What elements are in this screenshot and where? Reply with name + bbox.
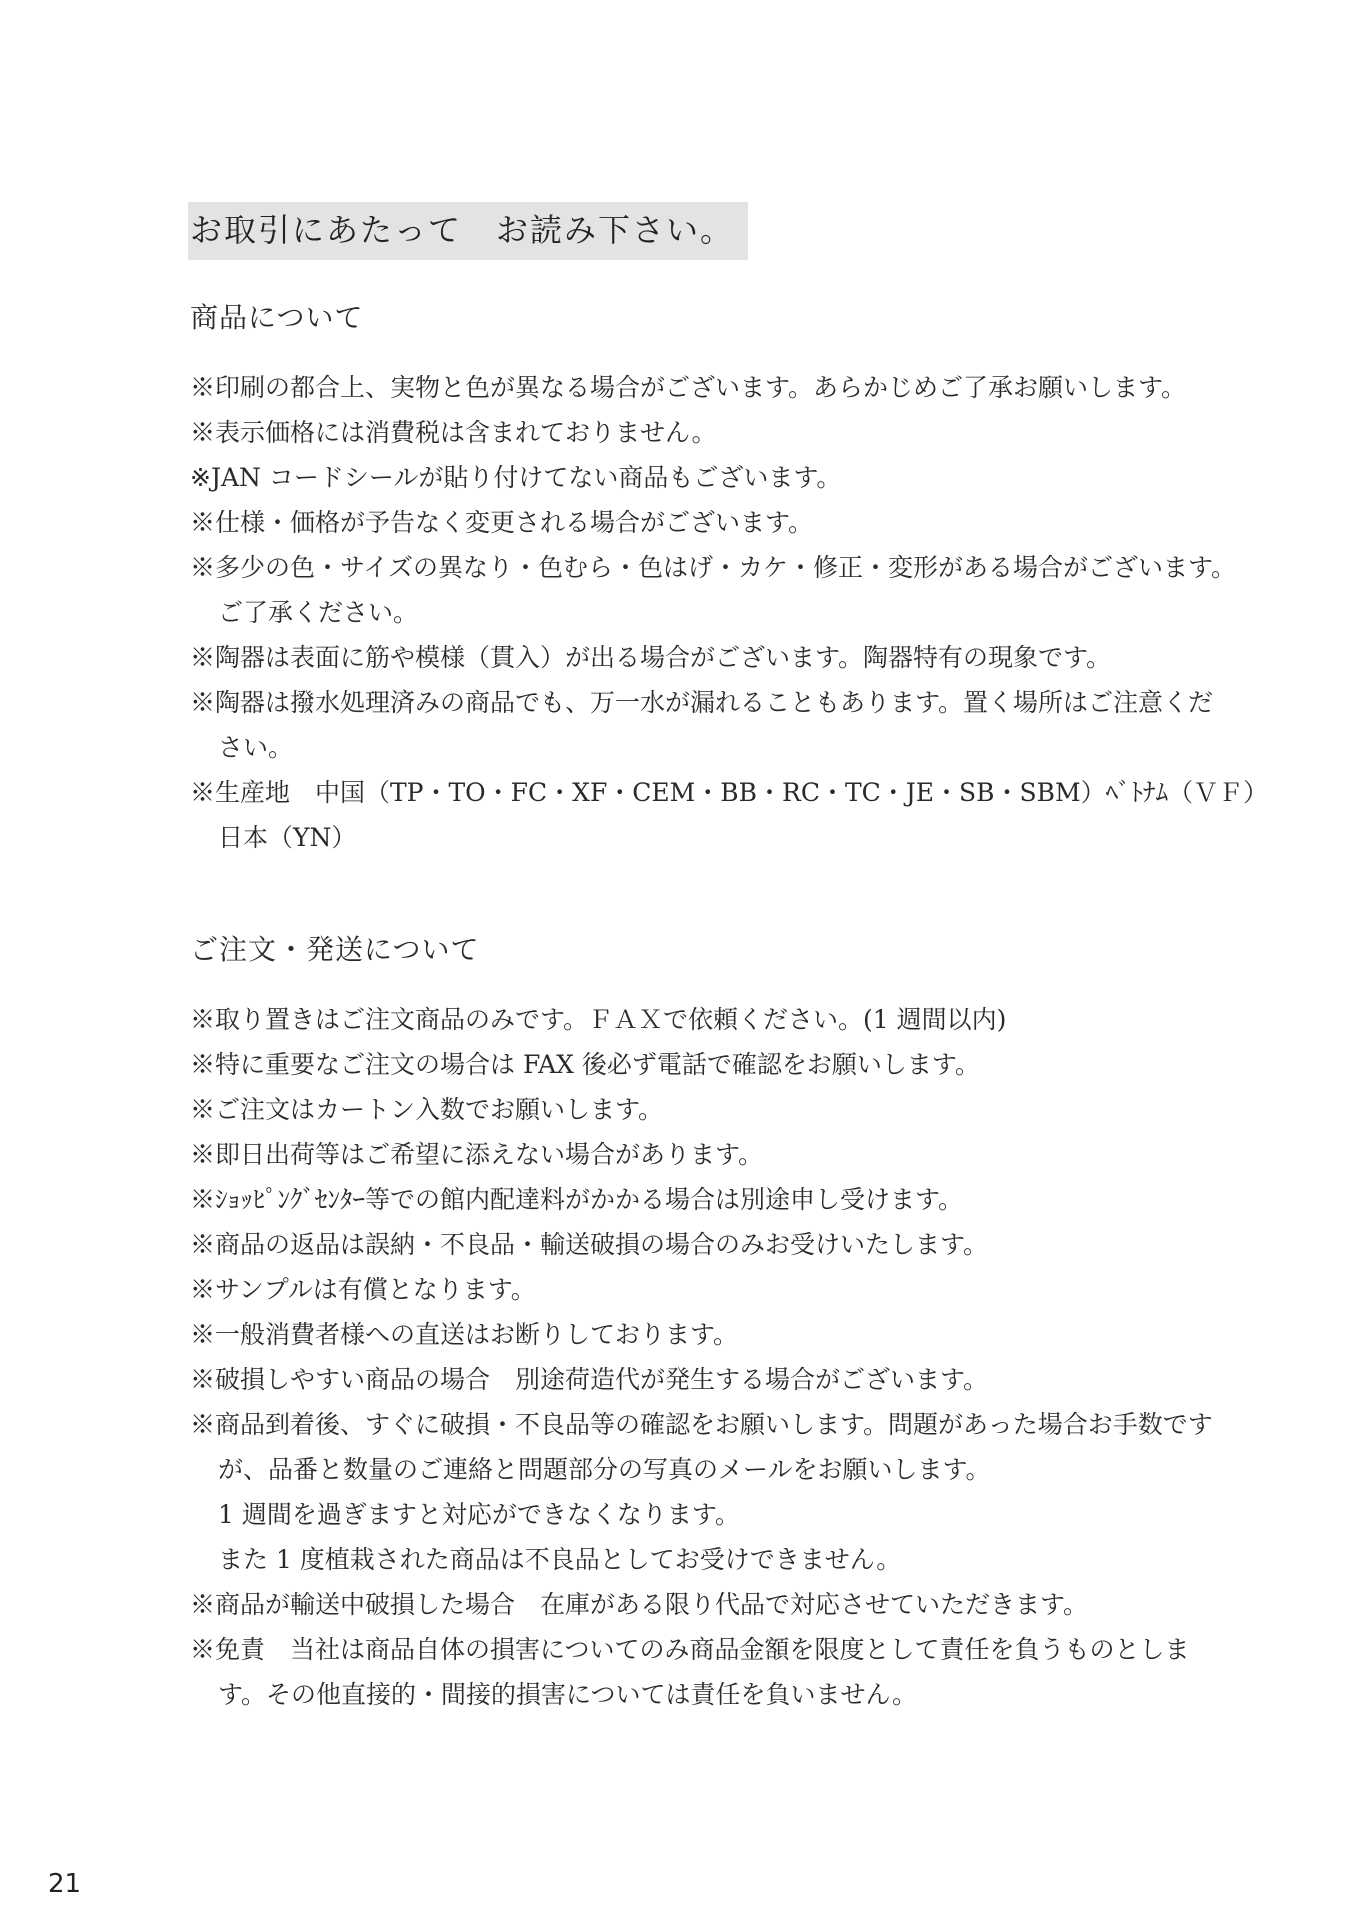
note-line: ※ご注文はカートン入数でお願いします。 xyxy=(190,1095,664,1124)
note-line: ※商品の返品は誤納・不良品・輸送破損の場合のみお受けいたします。 xyxy=(190,1230,989,1259)
note-continuation-line: す。その他直接的・間接的損害については責任を負いません。 xyxy=(218,1680,918,1709)
note-line: ※一般消費者様への直送はお断りしております。 xyxy=(190,1320,739,1349)
note-continuation-line: 日本（YN） xyxy=(218,823,357,852)
section-heading-orders: ご注文・発送について xyxy=(190,933,480,966)
note-line: ※免責 当社は商品自体の損害についてのみ商品金額を限度として責任を負うものとしま xyxy=(190,1635,1190,1664)
note-continuation-line: また 1 度植栽された商品は不良品としてお受けできません。 xyxy=(218,1545,902,1574)
note-continuation-line: さい。 xyxy=(218,733,294,762)
note-continuation-line: ご了承ください。 xyxy=(218,598,419,627)
page-title: お取引にあたって お読み下さい。 xyxy=(190,211,735,249)
note-line: ※商品が輸送中破損した場合 在庫がある限り代品で対応させていただきます。 xyxy=(190,1590,1089,1619)
note-line: ※仕様・価格が予告なく変更される場合がございます。 xyxy=(190,508,814,537)
orders-notes-list xyxy=(190,997,1213,1717)
note-line: ※陶器は表面に筋や模様（貫入）が出る場合がございます。陶器特有の現象です。 xyxy=(190,643,1112,672)
note-line: ※商品到着後、すぐに破損・不良品等の確認をお願いします。問題があった場合お手数です xyxy=(190,1410,1213,1439)
note-continuation-line: が、品番と数量のご連絡と問題部分の写真のメールをお願いします。 xyxy=(218,1455,991,1484)
note-line: ※ｼｮｯﾋﾟﾝｸﾞｾﾝﾀｰ等での館内配達料がかかる場合は別途申し受けます。 xyxy=(190,1185,964,1214)
note-line: ※即日出荷等はご希望に添えない場合があります。 xyxy=(190,1140,764,1169)
note-line: ※破損しやすい商品の場合 別途荷造代が発生する場合がございます。 xyxy=(190,1365,989,1394)
note-line: ※表示価格には消費税は含まれておりません。 xyxy=(190,418,717,447)
note-line: ※陶器は撥水処理済みの商品でも、万一水が漏れることもあります。置く場所はご注意くだ xyxy=(190,688,1214,717)
note-line: ※多少の色・サイズの異なり・色むら・色はげ・カケ・修正・変形がある場合がございます。 xyxy=(190,553,1237,582)
products-notes-list xyxy=(190,365,1268,860)
page-number: 21 xyxy=(48,1869,82,1899)
note-line: ※生産地 中国（TP・TO・FC・XF・CEM・BB・RC・TC・JE・SB・SBM）ﾍﾞﾄﾅﾑ（ＶＦ） xyxy=(190,778,1269,807)
note-line: ※JAN コードシールが貼り付けてない商品もございます。 xyxy=(190,463,842,492)
note-continuation-line: 1 週間を過ぎますと対応ができなくなります。 xyxy=(218,1500,740,1529)
note-line: ※サンプルは有償となります。 xyxy=(190,1275,536,1304)
note-line: ※取り置きはご注文商品のみです。ＦＡＸで依頼ください。(1 週間以内) xyxy=(190,1005,1007,1034)
note-line: ※特に重要なご注文の場合は FAX 後必ず電話で確認をお願いします。 xyxy=(190,1050,980,1079)
note-line: ※印刷の都合上、実物と色が異なる場合がございます。あらかじめご了承お願いします。 xyxy=(190,373,1187,402)
section-heading-products: 商品について xyxy=(190,301,364,334)
